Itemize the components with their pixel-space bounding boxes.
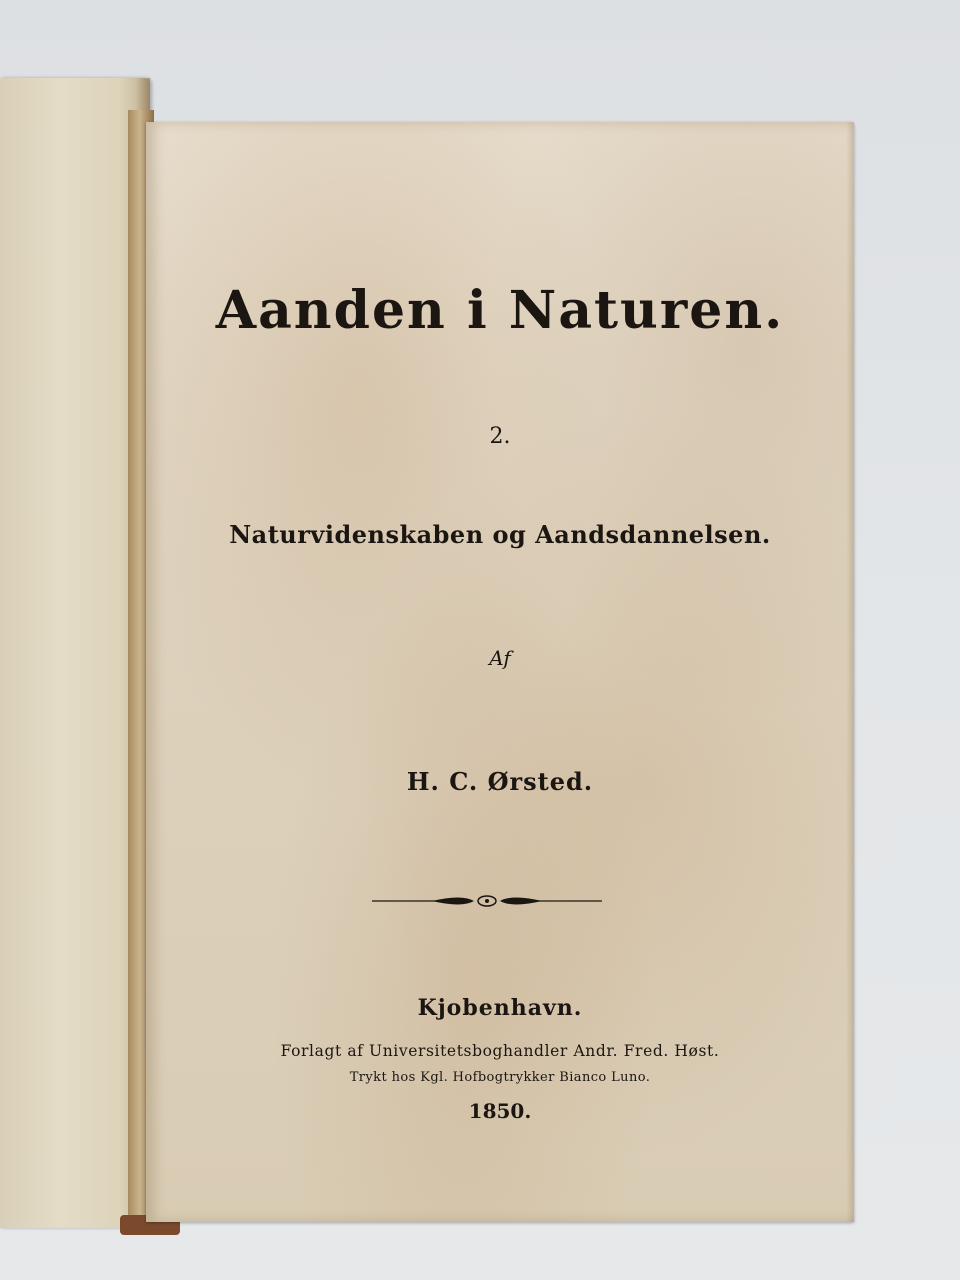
book-subtitle: Naturvidenskaben og Aandsdannelsen. <box>229 520 771 549</box>
author-name: H. C. Ørsted. <box>406 767 594 796</box>
ornament-divider-icon <box>372 890 602 912</box>
title-page <box>146 122 854 1222</box>
publication-place: Kjobenhavn. <box>417 995 583 1021</box>
printer-line: Trykt hos Kgl. Hofbogtrykker Bianco Luno. <box>349 1070 651 1085</box>
volume-number: 2. <box>489 424 511 449</box>
publisher-line: Forlagt af Universitetsboghandler Andr. Fred. Høst. <box>280 1042 720 1060</box>
book-title: Aanden i Naturen. <box>215 280 785 341</box>
byline: Af <box>489 646 511 670</box>
publication-year: 1850. <box>468 1099 532 1123</box>
